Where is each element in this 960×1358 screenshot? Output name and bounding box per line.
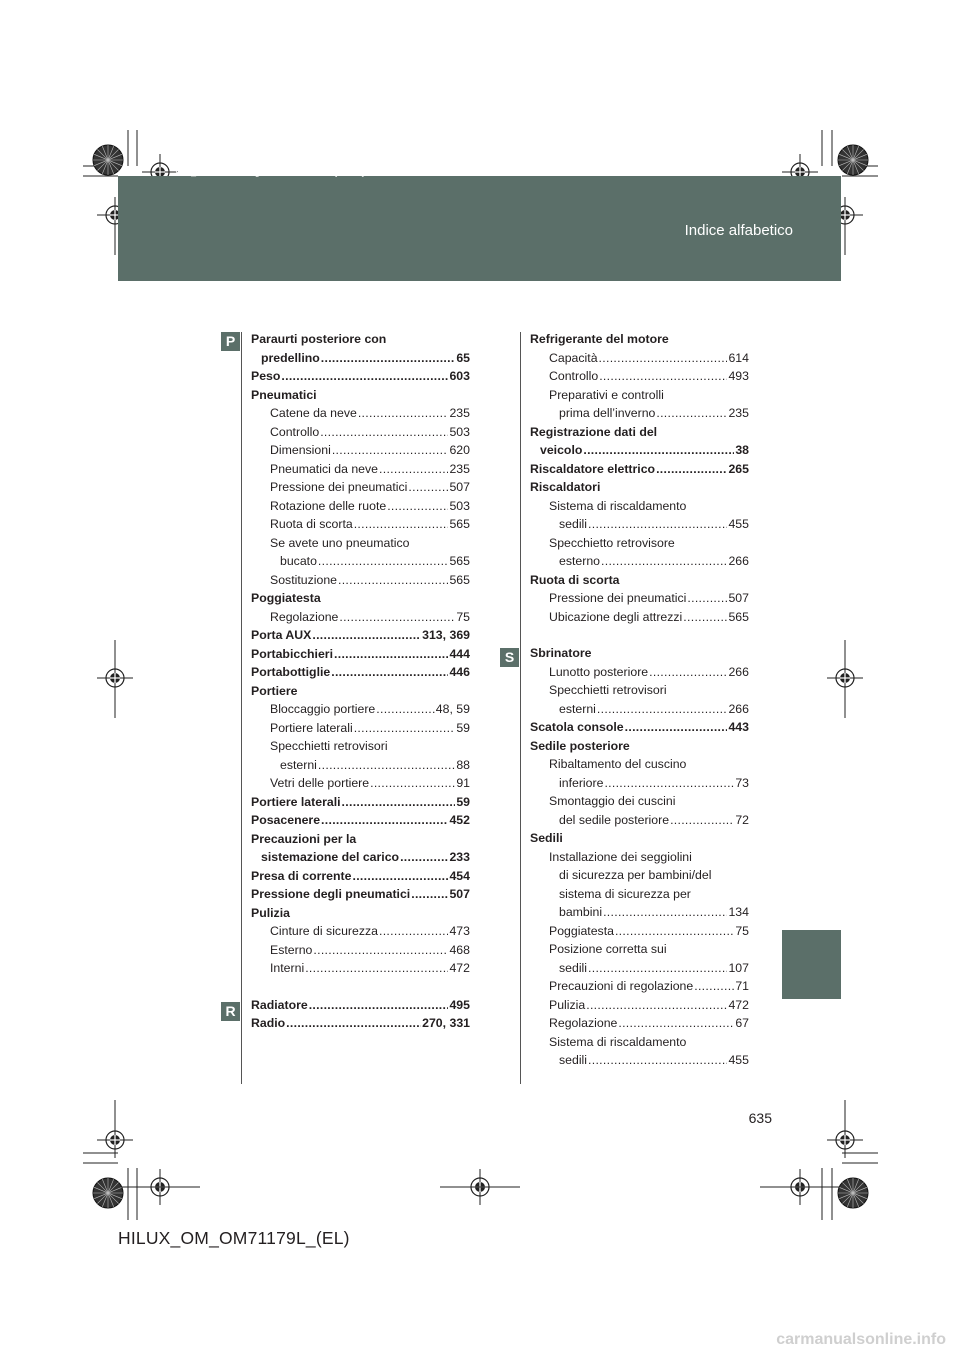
- index-entry-text: Vetri delle portiere: [270, 776, 370, 790]
- leader-dots: [603, 903, 727, 922]
- index-entry-text: Pneumatici: [251, 387, 317, 402]
- leader-dots: [332, 441, 449, 460]
- index-entry-text: Catene da neve: [270, 406, 357, 420]
- leader-dots: [583, 441, 734, 460]
- index-entry: [530, 811, 749, 830]
- leader-dots: [305, 959, 448, 978]
- index-entry-text: Portabicchieri: [251, 646, 334, 661]
- index-entry-text: Lunotto posteriore: [549, 664, 649, 679]
- header-title: Indice alfabetico: [684, 222, 793, 239]
- index-entry: [530, 700, 749, 719]
- index-entry-text: Pulizia: [549, 997, 586, 1012]
- index-entry-text: bambini: [559, 905, 603, 919]
- index-entry-text: Ribaltamento del cuscino: [549, 757, 687, 771]
- index-entry: [251, 959, 470, 978]
- index-entry-page: 266: [728, 664, 749, 679]
- leader-dots: [354, 515, 449, 534]
- leader-dots: [312, 626, 421, 645]
- index-entry-page: 455: [728, 517, 749, 531]
- section-letter-s: S: [500, 648, 519, 667]
- column-divider-middle: [520, 332, 521, 1084]
- index-entry: [251, 719, 470, 738]
- index-entry-page: 235: [449, 406, 470, 420]
- leader-dots: [588, 1051, 727, 1070]
- index-entry: [251, 460, 470, 479]
- index-entry-page: 65: [456, 350, 470, 365]
- index-entry-text: Pressione dei pneumatici: [549, 591, 687, 605]
- index-entry: [530, 737, 749, 756]
- leader-dots: [597, 700, 728, 719]
- index-entry: [251, 589, 470, 608]
- index-entry: [530, 866, 749, 885]
- header-bar: [118, 176, 841, 281]
- index-entry-text: Registrazione dati del: [530, 424, 658, 439]
- index-entry: [530, 423, 749, 442]
- index-entry: [251, 941, 470, 960]
- index-entry-page: 452: [449, 813, 470, 827]
- leader-dots: [379, 460, 448, 479]
- index-entry-text: Pressione degli pneumatici: [251, 887, 411, 901]
- index-entry: [530, 330, 749, 349]
- index-entry-text: Poggiatesta: [549, 923, 614, 938]
- index-entry-page: 235: [728, 406, 749, 420]
- index-entry-text: Portiere: [251, 683, 298, 698]
- index-entry: [251, 774, 470, 793]
- index-entry: [251, 663, 470, 682]
- index-entry-page: 134: [728, 905, 749, 919]
- index-entry: [251, 515, 470, 534]
- index-entry-text: Ubicazione degli attrezzi: [549, 609, 683, 624]
- index-entry: [251, 349, 470, 368]
- leader-dots: [604, 774, 734, 793]
- leader-dots: [318, 552, 449, 571]
- section-letter-p: P: [221, 332, 240, 351]
- index-entry: [251, 904, 470, 923]
- index-entry: [530, 922, 749, 941]
- index-entry-page: 565: [449, 572, 470, 587]
- index-entry-page: 91: [456, 776, 470, 790]
- index-entry: [251, 552, 470, 571]
- index-entry-text: Preparativi e controlli: [549, 387, 664, 402]
- leader-dots: [321, 349, 456, 368]
- index-entry-page: 620: [449, 443, 470, 457]
- index-entry-page: 503: [449, 424, 470, 439]
- index-entry-page: 495: [449, 997, 470, 1012]
- index-entry-page: 266: [728, 701, 749, 716]
- index-entry-page: 473: [449, 924, 470, 938]
- index-entry-text: Riscaldatori: [530, 480, 601, 494]
- leader-dots: [358, 404, 449, 423]
- index-entry: [251, 737, 470, 756]
- index-entry-text: Pneumatici da neve: [270, 461, 379, 476]
- index-entry-text: esterni: [280, 757, 317, 772]
- index-entry-page: 73: [735, 775, 749, 790]
- index-entry-text: Precauzioni per la: [251, 831, 357, 846]
- index-entry: [530, 959, 749, 978]
- index-entry-text: Specchietti retrovisori: [549, 683, 667, 697]
- index-entry-text: Dimensioni: [270, 443, 331, 457]
- index-entry-page: 503: [449, 498, 470, 513]
- index-entry: [251, 996, 470, 1015]
- index-entry: [530, 885, 749, 904]
- column-divider-left: [241, 332, 242, 1084]
- leader-dots: [286, 1014, 421, 1033]
- page-number: 635: [748, 1110, 772, 1126]
- index-entry: [251, 848, 470, 867]
- index-entry-text: Porta AUX: [251, 628, 312, 642]
- index-entry: [530, 367, 749, 386]
- index-entry: [530, 441, 749, 460]
- index-entry-text: esterno: [559, 554, 601, 568]
- index-entry-page: 88: [456, 757, 470, 772]
- index-entry-text: Controllo: [270, 424, 320, 439]
- index-entry-page: 444: [449, 646, 470, 661]
- leader-dots: [400, 848, 448, 867]
- index-entry-page: 71: [735, 979, 749, 993]
- leader-dots: [656, 404, 727, 423]
- index-entry-page: 565: [449, 554, 470, 568]
- section-gap: [251, 978, 470, 996]
- index-entry: [530, 608, 749, 627]
- leader-dots: [670, 811, 734, 830]
- leader-dots: [649, 663, 727, 682]
- index-entry: [530, 718, 749, 737]
- section-gap: [530, 626, 749, 644]
- index-entry-text: Posizione corretta sui: [549, 942, 667, 956]
- footer-code: HILUX_OM_OM71179L_(EL): [118, 1228, 350, 1248]
- index-entry: [251, 404, 470, 423]
- index-entry-page: 72: [735, 812, 749, 827]
- index-entry: [530, 755, 749, 774]
- index-entry-text: Sostituzione: [270, 572, 337, 587]
- index-entry-page: 565: [728, 609, 749, 624]
- index-entry-text: Radio: [251, 1016, 286, 1030]
- index-entry: [251, 626, 470, 645]
- index-entry-page: 493: [728, 369, 749, 383]
- index-entry-text: Rotazione delle ruote: [270, 498, 387, 513]
- index-entry-text: Pressione dei pneumatici: [270, 480, 408, 494]
- index-entry-text: Sedile posteriore: [530, 738, 630, 753]
- leader-dots: [370, 774, 455, 793]
- leader-dots: [320, 423, 448, 442]
- index-entry: [530, 681, 749, 700]
- leader-dots: [599, 349, 728, 368]
- index-entry: [530, 774, 749, 793]
- index-entry-text: sedili: [559, 960, 588, 975]
- index-entry: [251, 811, 470, 830]
- index-entry: [251, 441, 470, 460]
- index-entry-text: Scatola console: [530, 720, 624, 734]
- index-entry: [530, 996, 749, 1015]
- leader-dots: [683, 608, 727, 627]
- index-entry-page: 446: [449, 665, 470, 679]
- index-column-right: [530, 330, 749, 1070]
- index-entry-text: Ruota di scorta: [530, 572, 620, 587]
- leader-dots: [321, 811, 448, 830]
- leader-dots: [313, 941, 448, 960]
- index-entry-text: Bloccaggio portiere: [270, 702, 376, 716]
- index-entry: [251, 700, 470, 719]
- index-entry: [251, 497, 470, 516]
- index-entry-page: 107: [728, 960, 749, 975]
- leader-dots: [615, 922, 734, 941]
- index-entry-text: Se avete uno pneumatico: [270, 535, 410, 550]
- index-entry: [251, 756, 470, 775]
- index-entry-page: 266: [728, 554, 749, 568]
- index-entry-page: 614: [728, 350, 749, 365]
- index-entry: [530, 829, 749, 848]
- index-entry: [530, 404, 749, 423]
- index-entry-text: del sedile posteriore: [559, 812, 670, 827]
- index-entry-page: 455: [728, 1053, 749, 1067]
- leader-dots: [352, 867, 448, 886]
- index-entry-text: Specchietto retrovisore: [549, 535, 675, 550]
- index-entry-page: 507: [728, 591, 749, 605]
- index-entry-text: Portiere laterali: [251, 794, 341, 809]
- index-entry-page: 75: [735, 923, 749, 938]
- index-entry: [530, 903, 749, 922]
- leader-dots: [694, 977, 734, 996]
- leader-dots: [599, 367, 727, 386]
- section-letter-r: R: [221, 1002, 240, 1021]
- leader-dots: [354, 719, 456, 738]
- index-entry: [251, 682, 470, 701]
- file-info-line: sec_08-02.fm Page 635 Wednesday, May 16, 2012 1:43 PM: [175, 168, 457, 178]
- index-entry-page: 454: [449, 868, 470, 883]
- index-column-left: [251, 330, 470, 1033]
- index-entry: [530, 1033, 749, 1052]
- index-entry: [251, 534, 470, 553]
- index-entry-text: sistemazione del carico: [261, 850, 400, 864]
- index-entry-text: Smontaggio dei cuscini: [549, 794, 676, 808]
- index-entry-text: Regolazione: [549, 1016, 618, 1030]
- index-entry-page: 75: [456, 609, 470, 624]
- leader-dots: [387, 497, 448, 516]
- index-entry-text: Ruota di scorta: [270, 517, 353, 531]
- index-entry: [251, 330, 470, 349]
- index-entry-text: Posacenere: [251, 813, 321, 827]
- index-entry: [251, 608, 470, 627]
- index-entry: [530, 349, 749, 368]
- leader-dots: [376, 700, 435, 719]
- index-entry-text: Peso: [251, 369, 281, 383]
- index-entry-text: Sedili: [530, 831, 563, 845]
- leader-dots: [656, 460, 727, 479]
- index-entry-page: 265: [728, 461, 749, 476]
- index-entry-page: 38: [735, 443, 749, 457]
- index-entry: [530, 460, 749, 479]
- index-entry: [530, 848, 749, 867]
- index-entry-text: Portiere laterali: [270, 720, 353, 735]
- index-entry-text: Pulizia: [251, 905, 290, 920]
- leader-dots: [601, 552, 727, 571]
- leader-dots: [408, 478, 448, 497]
- index-entry: [251, 867, 470, 886]
- index-entry-text: Cinture di sicurezza: [270, 924, 378, 938]
- index-entry-text: Riscaldatore elettrico: [530, 461, 656, 476]
- leader-dots: [281, 367, 448, 386]
- index-entry-text: bucato: [280, 554, 317, 568]
- index-entry-text: Sbrinatore: [530, 646, 592, 660]
- index-entry-text: prima dell’inverno: [559, 406, 656, 420]
- index-entry: [530, 644, 749, 663]
- leader-dots: [618, 1014, 734, 1033]
- index-entry: [530, 589, 749, 608]
- index-entry: [530, 571, 749, 590]
- index-entry: [530, 1051, 749, 1070]
- leader-dots: [379, 922, 448, 941]
- index-entry-text: veicolo: [540, 443, 583, 457]
- index-entry: [530, 552, 749, 571]
- index-entry: [530, 663, 749, 682]
- index-entry-page: 507: [449, 887, 470, 901]
- leader-dots: [318, 756, 455, 775]
- index-entry-page: 472: [449, 961, 470, 975]
- index-entry-page: 507: [449, 480, 470, 494]
- index-entry: [251, 793, 470, 812]
- index-entry: [530, 977, 749, 996]
- leader-dots: [339, 608, 455, 627]
- index-entry-page: 235: [449, 461, 470, 476]
- index-entry: [530, 792, 749, 811]
- index-entry-page: 59: [456, 720, 470, 735]
- index-entry-text: esterni: [559, 701, 596, 716]
- index-entry-page: 565: [449, 517, 470, 531]
- index-entry: [530, 515, 749, 534]
- index-entry-text: Poggiatesta: [251, 591, 321, 605]
- leader-dots: [625, 718, 728, 737]
- index-entry-text: sedili: [559, 1053, 588, 1067]
- index-entry-text: Refrigerante del motore: [530, 332, 669, 346]
- index-entry-text: predellino: [261, 350, 320, 365]
- index-entry-text: Regolazione: [270, 609, 339, 624]
- index-entry-text: sistema di sicurezza per: [559, 886, 691, 901]
- index-entry-page: 59: [456, 794, 470, 809]
- leader-dots: [342, 793, 456, 812]
- index-entry: [251, 1014, 470, 1033]
- index-entry-page: 313, 369: [422, 628, 470, 642]
- index-entry: [530, 386, 749, 405]
- index-entry-text: Interni: [270, 961, 305, 975]
- leader-dots: [309, 996, 449, 1015]
- index-entry-text: Controllo: [549, 369, 599, 383]
- index-entry-text: Specchietti retrovisori: [270, 739, 388, 753]
- index-entry-text: Precauzioni di regolazione: [549, 979, 694, 993]
- index-entry-page: 443: [728, 720, 749, 734]
- leader-dots: [331, 663, 448, 682]
- index-entry-page: 270, 331: [422, 1016, 470, 1030]
- index-entry-page: 233: [449, 850, 470, 864]
- leader-dots: [334, 645, 448, 664]
- watermark: carmanualsonline.info: [776, 1331, 946, 1348]
- index-entry-text: Presa di corrente: [251, 868, 352, 883]
- index-entry-text: inferiore: [559, 775, 604, 790]
- index-entry: [251, 571, 470, 590]
- index-entry: [251, 885, 470, 904]
- index-entry-page: 472: [728, 997, 749, 1012]
- index-entry: [251, 478, 470, 497]
- index-entry: [251, 922, 470, 941]
- index-entry-page: 603: [449, 369, 470, 383]
- index-entry: [530, 534, 749, 553]
- index-entry-page: 67: [735, 1016, 749, 1030]
- chapter-tab: [782, 930, 841, 999]
- leader-dots: [588, 959, 727, 978]
- index-entry-text: Esterno: [270, 942, 313, 957]
- leader-dots: [338, 571, 448, 590]
- leader-dots: [687, 589, 727, 608]
- index-entry: [251, 386, 470, 405]
- leader-dots: [588, 515, 727, 534]
- index-entry: [251, 645, 470, 664]
- index-entry: [251, 830, 470, 849]
- index-entry-text: sedili: [559, 517, 588, 531]
- index-entry: [530, 940, 749, 959]
- index-entry: [251, 367, 470, 386]
- index-entry-page: 48, 59: [435, 702, 470, 716]
- index-entry-text: Paraurti posteriore con: [251, 332, 387, 346]
- index-entry-text: Capacità: [549, 350, 598, 365]
- index-entry: [530, 497, 749, 516]
- index-entry-text: Radiatore: [251, 997, 308, 1012]
- leader-dots: [411, 885, 448, 904]
- index-entry: [251, 423, 470, 442]
- index-entry: [530, 478, 749, 497]
- index-entry-text: Installazione dei seggiolini: [549, 849, 692, 864]
- index-entry: [530, 1014, 749, 1033]
- index-entry-page: 468: [449, 942, 470, 957]
- index-entry-text: Sistema di riscaldamento: [549, 1034, 687, 1049]
- index-entry-text: Portabottiglie: [251, 665, 331, 679]
- leader-dots: [586, 996, 727, 1015]
- index-entry-text: di sicurezza per bambini/del: [559, 868, 712, 882]
- index-entry-text: Sistema di riscaldamento: [549, 498, 687, 513]
